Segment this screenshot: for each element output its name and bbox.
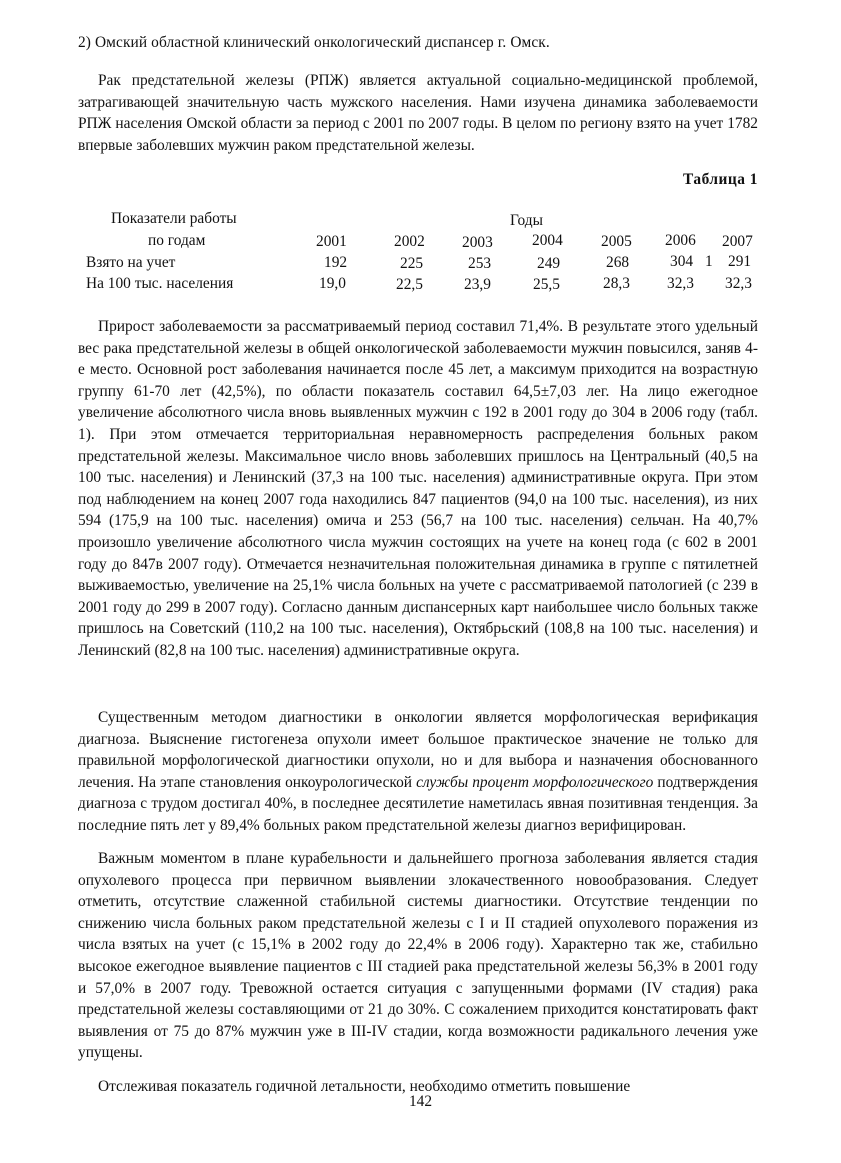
table-year-header: 2003 — [462, 234, 493, 251]
table-cell: 192 — [324, 254, 348, 271]
paragraph-text: Существенным методом диагностики в онкологии является морфологическая верификация диагноза. Выяснение гистогенеза опухоли имеет большое практическое значение не только для правильной морфологической диагностики опухоли, но и для выбора и назначения обоснованного лечения. На этапе становления онкоурологической — [78, 709, 758, 791]
table-row-label: На 100 тыс. населения — [86, 275, 234, 292]
table-header-label-2: по годам — [148, 232, 206, 249]
table-caption: Таблица 1 — [683, 171, 758, 188]
body-paragraph: Прирост заболеваемости за рассматриваемый период составил 71,4%. В результате этого удельный вес рака предстательной железы в общей онкологической заболеваемости мужчин повысился, заняв 4-е место. Основной рост заболевания начинается после 45 лет, а максимум приходится на возрастную группу 61-70 лет (42,5%), по области показатель составил 64,5±7,03 лег. На лицо ежегодное увеличение абсолютного числа вновь выявленных мужчин с 192 в 2001 году до 304 в 2006 году (табл. 1). При этом отмечается территориальная неравномерность распределения больных раком предстательной железы. Максимальное число вновь заболевших пришлось на Центральный (40,5 на 100 тыс. населения) и Ленинский (37,3 на 100 тыс. населения) административные округа. При этом под наблюдением на конец 2007 года находились 847 пациентов (94,0 на 100 тыс. населения), из них 594 (175,9 на 100 тыс. населения) омича и 253 (56,7 на 100 тыс. населения) сельчан. На 40,7% произошло увеличение абсолютного числа мужчин состоящих на учете на конец года (с 602 в 2001 году до 847в 2007 году). Отмечается незначительная положительная динамика в группе с пятилетней выживаемостью, увеличение на 25,1% числа больных на учете с рассматриваемой патологией (с 239 в 2001 году до 299 в 2007 году). Согласно данным диспансерных карт наибольшее число больных также пришлось на Советский (110,2 на 100 тыс. населения), Октябрьский (108,8 на 100 тыс. населения) и Ленинский (82,8 на 100 тыс. населения) административные округа. — [78, 318, 758, 659]
body-paragraph — [78, 707, 758, 837]
table-cell: 22,5 — [396, 276, 423, 293]
table-cell: 23,9 — [464, 276, 491, 293]
page-number: 142 — [408, 1093, 433, 1110]
table-row-label: Взято на учет — [86, 254, 176, 271]
table-cell: 291 — [728, 253, 752, 270]
table-year-header: 2006 — [665, 232, 696, 249]
table-cell: 25,5 — [533, 276, 560, 293]
table-cell: 32,3 — [725, 275, 752, 292]
table-header-label-1: Показатели работы — [111, 210, 237, 227]
table-year-header: 2004 — [532, 232, 563, 249]
table-cell: 249 — [537, 255, 561, 272]
table-cell: 304 — [670, 253, 694, 270]
table-cell: 32,3 — [667, 275, 694, 292]
affiliation-line: 2) Омский областной клинический онкологический диспансер г. Омск. — [78, 34, 550, 51]
table-cell: 225 — [400, 255, 424, 272]
italic-text: службы процент морфологического — [416, 773, 654, 791]
table-cell: 19,0 — [319, 275, 346, 292]
table-year-header: 2007 — [722, 233, 753, 250]
table-cell: 28,3 — [603, 275, 630, 292]
table-cell: 253 — [468, 255, 492, 272]
table-cell-mark: 1 — [705, 253, 713, 270]
paragraph-text: подтверждения диагноза с трудом достигал 40%, в последнее десятилетие наметилась явная позитивная тенденция. За последние пять лет у 89,4% больных раком предстательной железы диагноз верифицирован. — [78, 773, 759, 834]
table-year-header: 2001 — [316, 233, 347, 250]
intro-paragraph: Рак предстательной железы (РПЖ) является актуальной социально-медицинской проблемой, затрагивающей значительную часть мужского населения. Нами изучена динамика заболеваемости РПЖ населения Омской области за период с 2001 по 2007 годы. В целом по региону взято на учет 1782 впервые заболевших мужчин раком предстательной железы. — [78, 72, 758, 154]
table-year-header: 2005 — [601, 233, 632, 250]
body-paragraph: Важным моментом в плане курабельности и дальнейшего прогноза заболевания является стадия опухолевого процесса при первичном выявлении злокачественного новообразования. Следует отметить, отсутствие слаженной стабильной системы диагностики. Отсутствие тенденции по снижению числа больных раком предстательной железы с I и II стадией опухолевого поражения из числа взятых на учет (с 15,1% в 2002 году до 22,4% в 2006 году). Характерно так же, стабильно высокое ежегодное выявление пациентов с III стадией рака предстательной железы 56,3% в 2001 году и 57,0% в 2007 году. Тревожной остается ситуация с запущенными формами (IV стадия) рака предстательной железы составляющими от 21 до 30%. С сожалением приходится констатировать факт выявления от 75 до 87% мужчин уже в III-IV стадии, когда возможности радикального лечения уже упущены. — [78, 850, 758, 1062]
table-years-label: Годы — [510, 212, 543, 229]
body-paragraph: Отслеживая показатель годичной летальности, необходимо отметить повышение — [98, 1078, 631, 1095]
table-year-header: 2002 — [394, 233, 425, 250]
table-cell: 268 — [606, 254, 630, 271]
